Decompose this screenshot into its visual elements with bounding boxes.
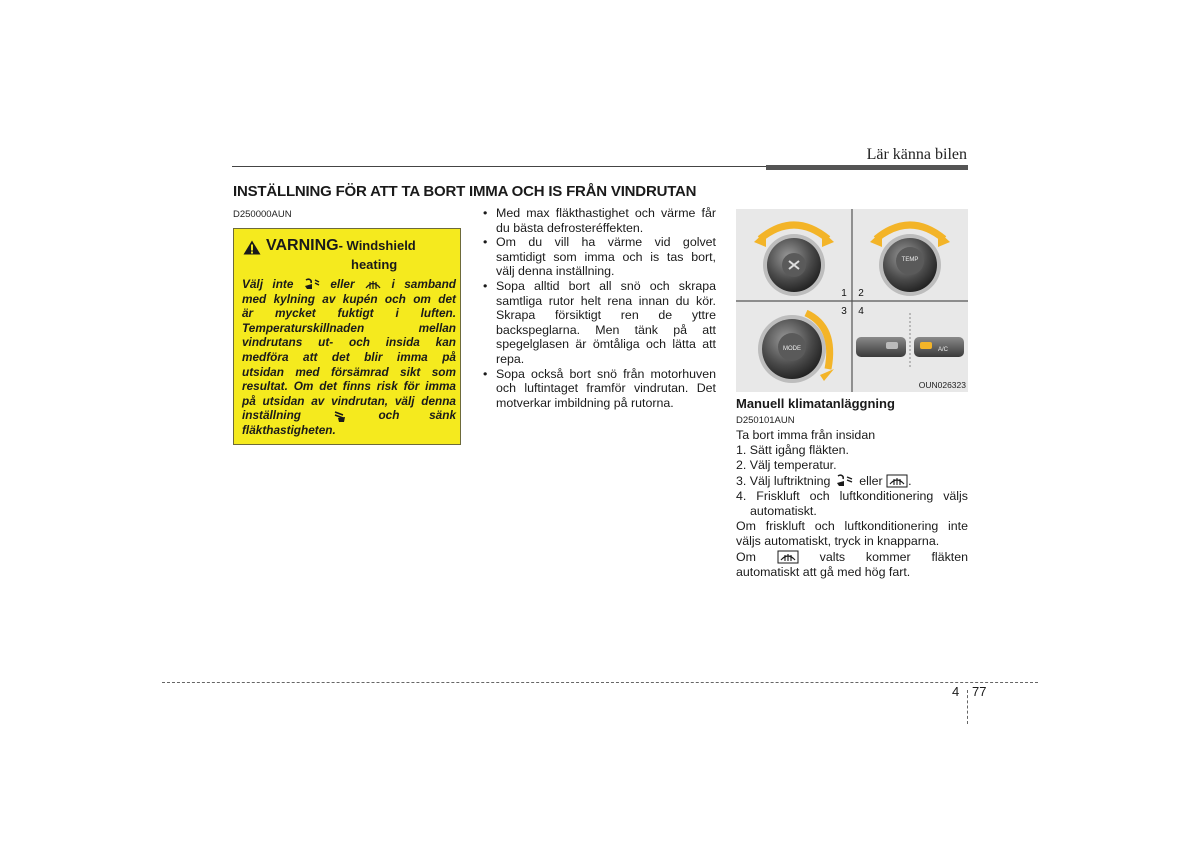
warning-line bbox=[242, 408, 456, 423]
bullet-line: • Sopa alltid bort all snö och skrapa bbox=[496, 278, 716, 293]
warning-body bbox=[242, 277, 456, 438]
manual-text: Om bbox=[736, 549, 756, 564]
warning-line: med kylning av kupén och om det bbox=[242, 291, 456, 306]
manual-text: eller bbox=[859, 473, 883, 488]
footer-divider bbox=[967, 690, 968, 724]
footer-rule bbox=[162, 682, 1038, 683]
manual-paragraph: automatiskt att gå med hög fart. bbox=[736, 564, 911, 579]
warning-line: är mycket fuktigt i luften. bbox=[242, 306, 456, 321]
bullet-line: repa. bbox=[496, 351, 525, 366]
figure-label-4: 4 bbox=[858, 306, 864, 317]
manual-text: 3. Välj luftriktning bbox=[736, 473, 831, 488]
manual-intro: Ta bort imma från insidan bbox=[736, 428, 876, 442]
warning-line: medföra att det blir imma på bbox=[242, 349, 456, 364]
figure-label-1: 1 bbox=[841, 288, 847, 299]
climate-control-illustration bbox=[736, 209, 968, 392]
warning-line: på utsidan av vindrutan, välj denna bbox=[242, 393, 456, 408]
bullet-line: motverkar imbildning på rutorna. bbox=[496, 395, 674, 410]
warning-line: utsidan med försämrad sikt som bbox=[242, 364, 456, 379]
temp-knob-label: TEMP bbox=[901, 257, 919, 263]
bullet-line: • Om du vill ha värme vid golvet bbox=[496, 235, 716, 250]
bullet-line: du bästa defrosteréffekten. bbox=[496, 220, 644, 235]
recirculation-button bbox=[856, 337, 906, 357]
bullet-item bbox=[483, 279, 716, 367]
warning-line: Temperaturskillnaden mellan bbox=[242, 320, 456, 335]
manual-paragraph bbox=[736, 550, 968, 565]
section-code: D250000AUN bbox=[233, 209, 292, 220]
bullet-line: • Sopa också bort snö från motorhuven bbox=[496, 366, 716, 381]
manual-step: 4. Friskluft och luftkonditionering väljs bbox=[736, 488, 968, 503]
manual-text: . bbox=[908, 473, 912, 488]
defrost-icon bbox=[777, 550, 799, 564]
warning-text: eller bbox=[330, 277, 355, 291]
manual-paragraph: väljs automatiskt, tryck in knapparna. bbox=[736, 534, 940, 549]
page-number: 77 bbox=[972, 684, 987, 699]
climate-control-figure bbox=[736, 209, 968, 392]
running-header-title: Lär känna bilen bbox=[866, 146, 967, 163]
warning-line: vindrutans ut- och insida kan bbox=[242, 335, 456, 350]
figure-label-2: 2 bbox=[858, 288, 864, 299]
warning-line bbox=[242, 277, 456, 292]
bullet-line: Skrapa försiktigt ren de yttre bbox=[496, 308, 716, 323]
warning-text: inställning bbox=[242, 408, 301, 423]
figure-code: OUN026323 bbox=[918, 380, 966, 390]
manual-climate-body bbox=[736, 428, 968, 580]
bullet-item bbox=[483, 235, 716, 279]
bullet-line: backspeglarna. Men tänk på att bbox=[496, 322, 716, 337]
mode-knob-label: MODE bbox=[783, 346, 801, 352]
manual-step: 2. Välj temperatur. bbox=[736, 458, 837, 473]
warning-text: i samband bbox=[391, 277, 457, 291]
warning-title bbox=[266, 237, 416, 255]
defrost-floor-mode-icon bbox=[331, 410, 349, 423]
warning-triangle-icon bbox=[243, 240, 261, 255]
warning-line: resultat. Om det finns risk för imma bbox=[242, 379, 456, 394]
floor-defrost-mode-icon bbox=[834, 474, 856, 488]
manual-step-cont: automatiskt. bbox=[750, 504, 817, 519]
warning-line: fläkthastigheten. bbox=[242, 422, 336, 437]
defrost-icon bbox=[886, 474, 908, 488]
manual-step bbox=[736, 474, 968, 489]
bullet-list bbox=[483, 206, 716, 410]
manual-paragraph: Om friskluft och luftkonditionering inte bbox=[736, 519, 968, 534]
figure-label-3: 3 bbox=[841, 306, 847, 317]
warning-title-rest: - Windshield bbox=[338, 238, 416, 253]
manual-climate-code: D250101AUN bbox=[736, 415, 795, 426]
manual-step: 1. Sätt igång fläkten. bbox=[736, 443, 849, 458]
bullet-line: samtliga rutor helt rena innan du kör. bbox=[496, 293, 716, 308]
bullet-line: välj denna inställning. bbox=[496, 264, 615, 279]
warning-box bbox=[233, 228, 461, 445]
fan-speed-knob bbox=[754, 225, 834, 296]
warning-title-line2: heating bbox=[351, 257, 398, 272]
floor-defrost-mode-icon bbox=[303, 278, 321, 291]
warning-text: Välj inte bbox=[242, 277, 294, 291]
defrost-icon bbox=[364, 278, 382, 291]
bullet-line: spegelglasen är ömtåliga och lätta att bbox=[496, 337, 716, 352]
bullet-item bbox=[483, 206, 716, 235]
ac-button-label: A/C bbox=[937, 347, 949, 353]
bullet-line: och luftintaget framför vindrutan. Det bbox=[496, 381, 716, 396]
manual-climate-title: Manuell klimatanläggning bbox=[736, 396, 895, 411]
page-section-number: 4 bbox=[952, 684, 960, 699]
section-title: INSTÄLLNING FÖR ATT TA BORT IMMA OCH IS FRÅN VINDRUTAN bbox=[233, 183, 697, 200]
manual-text: valts kommer fläkten bbox=[819, 549, 968, 564]
bullet-item bbox=[483, 367, 716, 411]
header-bar bbox=[766, 165, 968, 170]
bullet-line: • Med max fläkthastighet och värme får bbox=[496, 206, 716, 220]
warning-title-word: VARNING bbox=[266, 237, 339, 254]
bullet-line: samtidigt som imma och is tas bort, bbox=[496, 249, 716, 264]
warning-text: och sänk bbox=[378, 408, 457, 423]
